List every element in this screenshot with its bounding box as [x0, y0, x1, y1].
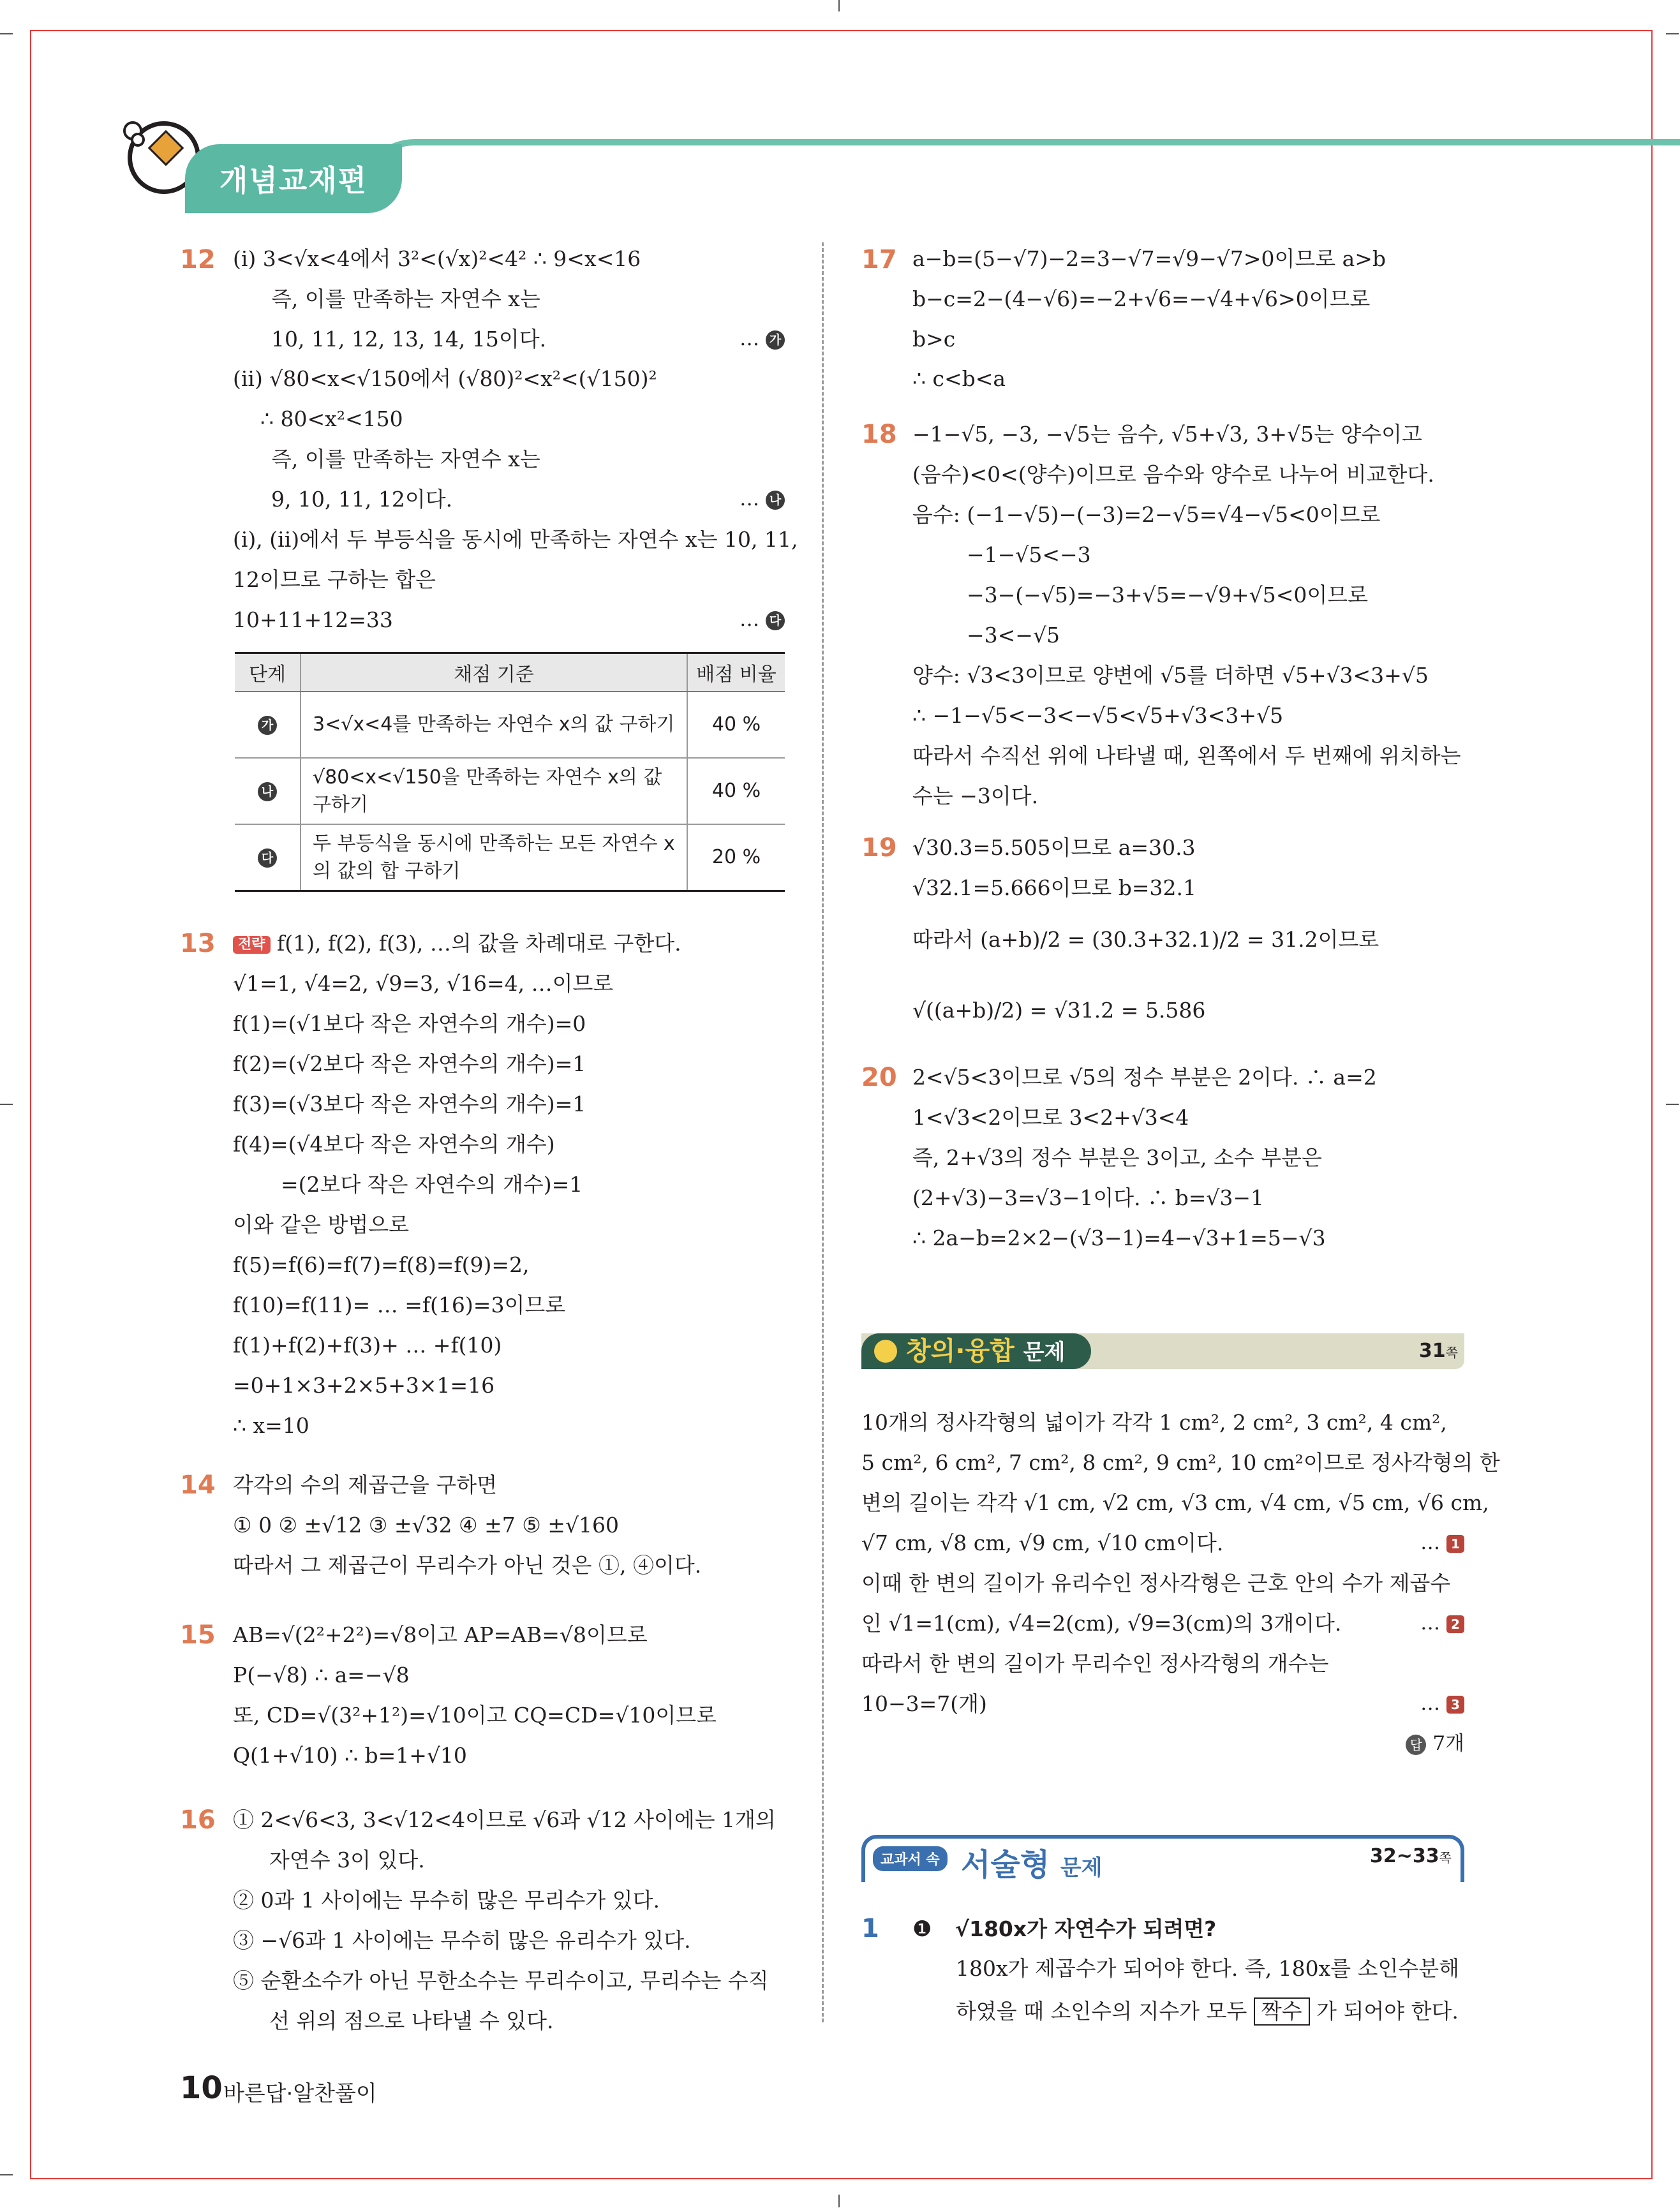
q13-line: 이와 같은 방법으로: [233, 1212, 410, 1237]
crop-mark: [838, 2195, 840, 2207]
q18-line: −1−√5<−3: [967, 542, 1091, 567]
dots: …: [1420, 1612, 1441, 1634]
page-ref-number: 31: [1418, 1340, 1446, 1362]
table-row: [235, 824, 785, 891]
q18-line: ∴ −1−√5<−3<−√5<√5+√3<3+√5: [912, 703, 1284, 728]
answer-blank: 짝수: [1254, 1997, 1310, 2026]
step-marker: [1420, 1612, 1464, 1634]
q18-line: 음수: (−1−√5)−(−3)=2−√5=√4−√5<0이므로: [912, 502, 1381, 527]
q19-line: 따라서 (a+b)/2 = (30.3+32.1)/2 = 31.2이므로: [912, 927, 1379, 952]
q14-line: 따라서 그 제곱근이 무리수가 아닌 것은 ①, ④이다.: [233, 1553, 702, 1578]
step-mark-icon: 다: [258, 848, 277, 868]
q12-line: ∴ 80<x²<150: [260, 406, 403, 431]
creative-page-ref: [1419, 1336, 1458, 1368]
q12-line: 12이므로 구하는 합은: [233, 567, 436, 592]
q16-line: ③ −√6과 1 사이에는 무수히 많은 유리수가 있다.: [233, 1928, 691, 1953]
creative-line: 10개의 정사각형의 넓이가 각각 1 cm², 2 cm², 3 cm², 4 cm²,: [861, 1410, 1447, 1435]
answer-icon: 답: [1406, 1735, 1426, 1755]
q19-line: √((a+b)/2) = √31.2 = 5.586: [912, 998, 1206, 1023]
page-ref-unit: 쪽: [1445, 1345, 1458, 1360]
descriptive-line: [956, 1997, 1459, 2026]
table-row: [235, 758, 785, 824]
section-tab: 개념교재편: [185, 144, 402, 213]
q16-line: ⑤ 순환소수가 아닌 무한소수는 무리수이고, 무리수는 수직: [233, 1968, 769, 1993]
dots: …: [740, 327, 760, 350]
header-rule: [447, 139, 1680, 145]
question-number: 1: [861, 1914, 879, 1943]
q13-line: f(5)=f(6)=f(7)=f(8)=f(9)=2,: [233, 1252, 530, 1277]
q12-line: 즉, 이를 만족하는 자연수 x는: [271, 286, 540, 311]
crop-mark: [1666, 1104, 1679, 1105]
crop-mark: [0, 1104, 13, 1105]
q15-line: P(−√8) ∴ a=−√8: [233, 1663, 410, 1687]
table-row: [235, 692, 785, 758]
q15-line: 또, CD=√(3²+1²)=√10이고 CQ=CD=√10이므로: [233, 1703, 717, 1728]
creative-banner: [861, 1333, 1464, 1369]
q12-line: (ii) √80<x<√150에서 (√80)²<x²<(√150)²: [233, 366, 657, 391]
step-marker: [740, 488, 785, 510]
q18-line: (음수)<0<(양수)이므로 음수와 양수로 나누어 비교한다.: [912, 462, 1434, 487]
q17-line: b−c=2−(4−√6)=−2+√6=−√4+√6>0이므로: [912, 286, 1371, 311]
q15-line: Q(1+√10) ∴ b=1+√10: [233, 1743, 467, 1768]
q12-line-text: 10, 11, 12, 13, 14, 15이다.: [271, 327, 547, 352]
q18-line: 수는 −3이다.: [912, 783, 1039, 808]
q12-line: [271, 488, 785, 511]
descriptive-line: [912, 1918, 1216, 1941]
answer: [1406, 1733, 1464, 1755]
creative-title-sub: 문제: [1023, 1340, 1066, 1365]
table-header: 단계: [235, 653, 301, 692]
book-title: 바른답·알찬풀이: [223, 2081, 377, 2107]
q18-line: 양수: √3<3이므로 양변에 √5를 더하면 √5+√3<3+√5: [912, 663, 1429, 688]
creative-title: [861, 1333, 1091, 1369]
q12-line: (i) 3<√x<4에서 3²<(√x)²<4² ∴ 9<x<16: [233, 246, 641, 271]
lightbulb-icon: [874, 1340, 897, 1363]
q13-line: √1=1, √4=2, √9=3, √16=4, …이므로: [233, 971, 614, 996]
table-cell: [235, 824, 301, 891]
q12-line: [271, 328, 785, 351]
bubble-icon: [131, 133, 145, 147]
q13-line: f(1)=(√1보다 작은 자연수의 개수)=0: [233, 1011, 586, 1036]
q13-line: ∴ x=10: [233, 1413, 309, 1438]
descriptive-page-ref: [1370, 1845, 1452, 1867]
answer-value: 7개: [1432, 1732, 1464, 1755]
table-header: 배점 비율: [687, 653, 785, 692]
grading-table: [235, 652, 785, 892]
descriptive-title-main: 서술형: [961, 1847, 1050, 1883]
q17-line: b>c: [912, 327, 956, 352]
question-number: 16: [180, 1805, 216, 1835]
step-marker: [740, 328, 785, 350]
dots: …: [740, 487, 760, 510]
q20-line: 1<√3<2이므로 3<2+√3<4: [912, 1105, 1189, 1130]
q16-line: 자연수 3이 있다.: [269, 1848, 425, 1872]
q20-line: 즉, 2+√3의 정수 부분은 3이고, 소수 부분은: [912, 1145, 1322, 1170]
question-number: 14: [180, 1471, 216, 1500]
descriptive-banner: [861, 1835, 1464, 1882]
q15-line: AB=√(2²+2²)=√8이고 AP=AB=√8이므로: [233, 1622, 648, 1647]
q13-line: [233, 932, 681, 955]
q13-line: f(4)=(√4보다 작은 자연수의 개수): [233, 1132, 555, 1157]
q14-line: ① 0 ② ±√12 ③ ±√32 ④ ±7 ⑤ ±√160: [233, 1513, 619, 1537]
crop-mark: [1666, 33, 1679, 34]
creative-line: 이때 한 변의 길이가 유리수인 정사각형은 근호 안의 수가 제곱수: [861, 1571, 1451, 1596]
table-cell: 40 %: [687, 758, 785, 824]
q12-line: (i), (ii)에서 두 부등식을 동시에 만족하는 자연수 x는 10, 11,: [233, 527, 798, 552]
page-number: 10: [180, 2070, 223, 2106]
table-cell: [235, 758, 301, 824]
q17-line: ∴ c<b<a: [912, 366, 1006, 391]
dots: …: [740, 608, 760, 631]
creative-line: 변의 길이는 각각 √1 cm, √2 cm, √3 cm, √4 cm, √5 cm, √6 cm,: [861, 1490, 1489, 1515]
descriptive-line-text: √180x가 자연수가 되려면?: [955, 1916, 1217, 1941]
q13-line: f(3)=(√3보다 작은 자연수의 개수)=1: [233, 1092, 586, 1116]
q12-line-text: 9, 10, 11, 12이다.: [271, 487, 453, 512]
q13-line: f(1)+f(2)+f(3)+ … +f(10): [233, 1333, 502, 1358]
question-number: 20: [861, 1063, 897, 1092]
q12-line: [233, 609, 785, 632]
crop-mark: [0, 33, 13, 34]
q20-line: ∴ 2a−b=2×2−(√3−1)=4−√3+1=5−√3: [912, 1226, 1326, 1250]
q13-line: =(2보다 작은 자연수의 개수)=1: [281, 1172, 583, 1197]
q19-line: √32.1=5.666이므로 b=32.1: [912, 875, 1197, 900]
q13-line: =0+1×3+2×5+3×1=16: [233, 1373, 495, 1398]
step-mark-icon: 가: [258, 716, 277, 735]
table-cell: √80<x<√150을 만족하는 자연수 x의 값 구하기: [301, 758, 687, 824]
creative-line-text: 10−3=7(개): [861, 1691, 987, 1716]
table-cell: 두 부등식을 동시에 만족하는 모든 자연수 x의 값의 합 구하기: [301, 824, 687, 891]
creative-line-text: √7 cm, √8 cm, √9 cm, √10 cm이다.: [861, 1530, 1224, 1555]
descriptive-line: 180x가 제곱수가 되어야 한다. 즉, 180x를 소인수분해: [956, 1956, 1460, 1981]
q17-line: a−b=(5−√7)−2=3−√7=√9−√7>0이므로 a>b: [912, 246, 1386, 271]
table-cell: 3<√x<4를 만족하는 자연수 x의 값 구하기: [301, 692, 687, 758]
creative-line: [861, 1532, 1464, 1555]
question-number: 17: [861, 245, 897, 274]
step-mark-icon: 다: [766, 611, 785, 630]
crop-mark: [838, 0, 840, 11]
q12-line: 즉, 이를 만족하는 자연수 x는: [271, 447, 540, 471]
step-mark-icon: 나: [766, 491, 785, 510]
q12-line-text: 10+11+12=33: [233, 607, 393, 632]
creative-title-main: 창의·융합: [906, 1337, 1015, 1366]
page-ref-unit: 쪽: [1439, 1850, 1452, 1865]
crop-mark: [0, 2174, 13, 2175]
question-number: 15: [180, 1620, 216, 1650]
question-number: 19: [861, 833, 897, 863]
descriptive-title: [961, 1840, 1103, 1884]
q20-line: (2+√3)−3=√3−1이다. ∴ b=√3−1: [912, 1185, 1265, 1210]
step-marker: [1420, 1532, 1464, 1553]
q18-line: −3<−√5: [967, 623, 1060, 648]
step-mark-icon: 가: [766, 330, 785, 350]
table-cell: 40 %: [687, 692, 785, 758]
descriptive-title-sub: 문제: [1060, 1855, 1103, 1881]
step-mark-icon: 나: [258, 782, 277, 801]
q18-line: 따라서 수직선 위에 나타낼 때, 왼쪽에서 두 번째에 위치하는: [912, 743, 1461, 768]
creative-line: 따라서 한 변의 길이가 무리수인 정사각형의 개수는: [861, 1651, 1329, 1676]
question-number: 18: [861, 420, 897, 449]
table-header: 채점 기준: [301, 653, 687, 692]
q18-line: −1−√5, −3, −√5는 음수, √5+√3, 3+√5는 양수이고: [912, 422, 1422, 447]
dots: …: [1420, 1692, 1441, 1715]
creative-line: [861, 1612, 1464, 1635]
page-ref-number: 32~33: [1370, 1845, 1439, 1867]
question-number: 12: [180, 245, 216, 274]
strategy-badge: 전략: [233, 936, 271, 954]
table-cell: [235, 692, 301, 758]
step-marker: [1420, 1693, 1464, 1714]
creative-line: [861, 1693, 1464, 1715]
q13-line-text: f(1), f(2), f(3), …의 값을 차례대로 구한다.: [277, 931, 681, 956]
step-number-icon: 2: [1446, 1615, 1464, 1633]
descriptive-label: 교과서 속: [873, 1846, 948, 1871]
table-cell: 20 %: [687, 824, 785, 891]
q18-line: −3−(−√5)=−3+√5=−√9+√5<0이므로: [967, 582, 1368, 607]
q16-line: ② 0과 1 사이에는 무수히 많은 무리수가 있다.: [233, 1888, 660, 1913]
creative-line: 5 cm², 6 cm², 7 cm², 8 cm², 9 cm², 10 cm²이므로 정사각형의 한: [861, 1450, 1500, 1475]
q13-line: f(2)=(√2보다 작은 자연수의 개수)=1: [233, 1051, 586, 1076]
q13-line: f(10)=f(11)= … =f(16)=3이므로: [233, 1293, 566, 1317]
step-number-icon: 1: [1446, 1535, 1464, 1553]
descriptive-line-text: 하였을 때 소인수의 지수가 모두: [956, 1999, 1247, 2024]
step-number-icon: 3: [1446, 1696, 1464, 1714]
step-marker: [740, 609, 785, 630]
step-icon: ❶: [912, 1916, 932, 1942]
creative-line-text: 인 √1=1(cm), √4=2(cm), √9=3(cm)의 3개이다.: [861, 1611, 1342, 1636]
column-divider: [822, 242, 824, 2022]
q16-line: 선 위의 점으로 나타낼 수 있다.: [269, 2008, 554, 2033]
question-number: 13: [180, 929, 216, 958]
q14-line: 각각의 수의 제곱근을 구하면: [233, 1472, 498, 1497]
descriptive-line-text: 가 되어야 한다.: [1316, 1999, 1459, 2024]
q16-line: ① 2<√6<3, 3<√12<4이므로 √6과 √12 사이에는 1개의: [233, 1807, 776, 1832]
q20-line: 2<√5<3이므로 √5의 정수 부분은 2이다. ∴ a=2: [912, 1065, 1377, 1090]
table-header-row: [235, 653, 785, 692]
q19-line: √30.3=5.505이므로 a=30.3: [912, 835, 1196, 860]
dots: …: [1420, 1531, 1441, 1554]
